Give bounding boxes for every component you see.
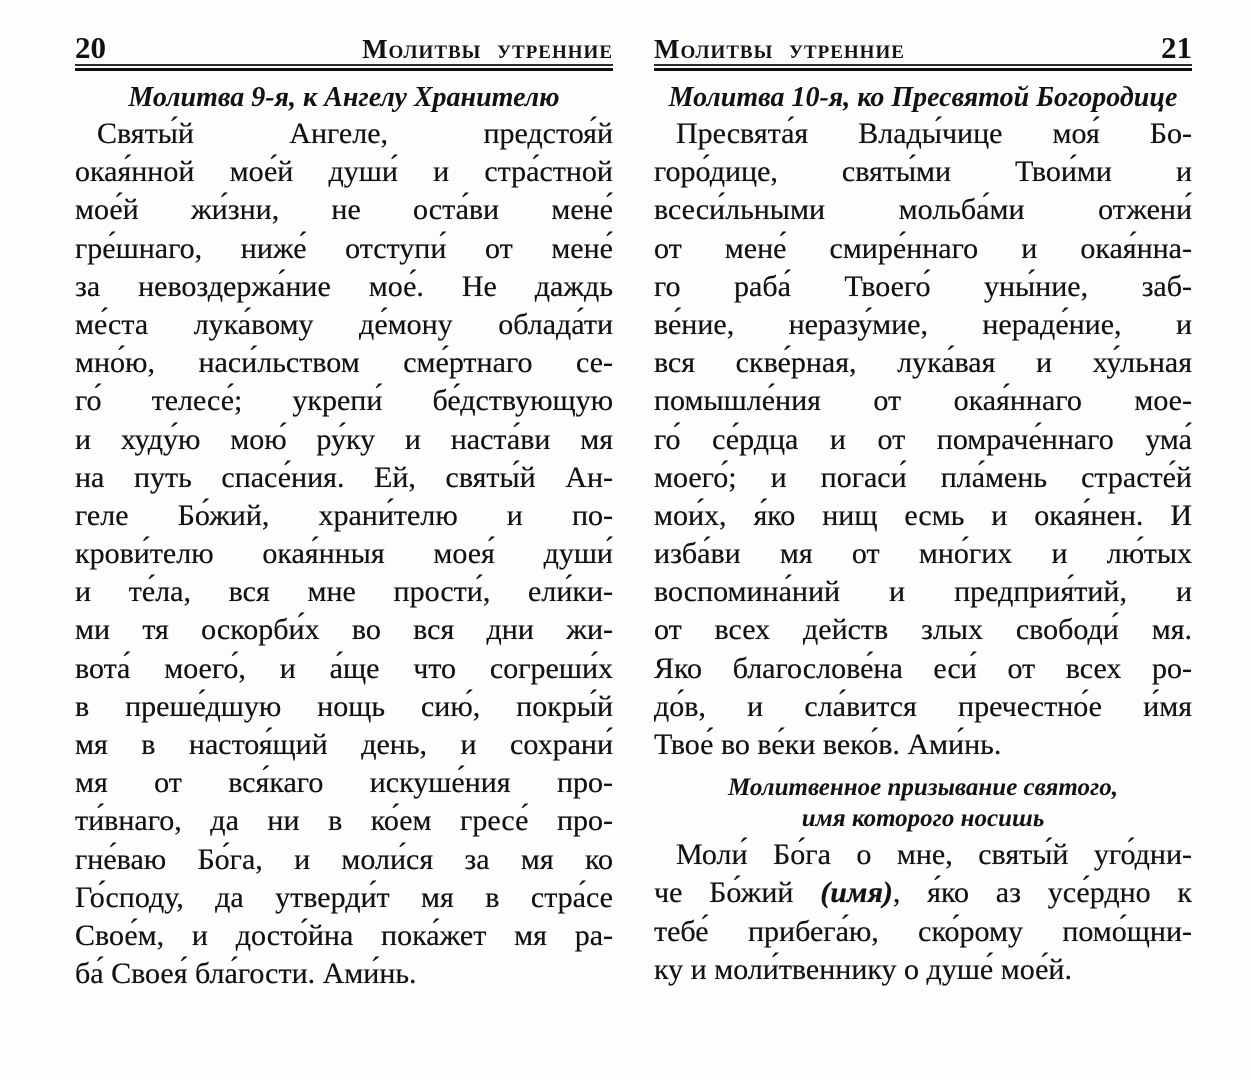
page-number-right: 21 [1161,30,1192,65]
prayer-line: мое́й жи́зни, не оста́ви мене́ [75,193,613,227]
prayer-line: го́ се́рдца и от помраче́ннаго ума́ [654,422,1192,456]
page-right [654,30,1192,989]
prayer-line: ми тя оскорби́х во вся дни жи- [75,613,613,647]
prayer-10-text [654,115,1192,764]
prayer-line: вся скве́рная, лука́вая и ху́льная [654,346,1192,380]
prayer-line: от мене́ смире́ннаго и окая́нна- [654,231,1192,265]
invocation-subtitle-line-1: Молитвенное призывание святого, [728,774,1118,802]
page-left [75,30,613,993]
prayer-line: мя в настоя́щий день, и сохрани́ [75,728,613,761]
invocation-text [654,836,1192,989]
prayer-10-title: Молитва 10-я, ко Пресвятой Богородице [668,82,1178,113]
prayer-line: геле Бо́жий, храни́телю и по- [75,498,613,532]
prayer-line: за невоздержа́ние мое́. Не даждь [75,269,613,303]
prayer-line: гре́шнаго, ниже́ отступи́ от мене́ [75,231,613,265]
prayer-line: ме́ста лука́вому де́мону облада́ти [75,307,613,341]
page-number-left: 20 [75,30,106,65]
prayer-line: ба́ Своея́ бла́гости. Ами́нь. [75,957,417,991]
prayer-line [654,874,1192,912]
prayer-line: окая́нной мое́й души́ и стра́стной [75,155,613,189]
prayer-line: Яко благослове́на еси́ от всех ро- [654,651,1192,685]
prayer-line: ти́внаго, да ни в ко́ем гресе́ про- [75,804,613,838]
name-placeholder: (имя) [820,876,893,910]
prayer-line: гне́ваю Бо́га, и моли́ся за мя ко [75,842,613,876]
prayer-line: тебе́ прибега́ю, ско́рому помо́щни- [654,914,1192,948]
page-right-header [654,30,1192,65]
prayer-line: до́в, и сла́вится пречестно́е и́мя [654,689,1192,723]
prayer-line-part: , я́ко аз усе́рдно к [892,876,1192,910]
prayer-line: изба́ви мя от мно́гих и лю́тых [654,537,1192,571]
prayer-line: мя от вся́каго искуше́ния про- [75,766,613,800]
prayer-line: мно́ю, наси́льством сме́ртнаго се- [75,346,613,380]
header-rule-left [75,64,613,71]
prayer-line: всеси́льными мольба́ми отжени́ [654,193,1192,227]
prayer-line: ку и моли́твеннику о душе́ мое́й. [654,952,1072,986]
prayer-line: вота́ моего́, и а́ще что согреши́х [75,651,613,685]
header-rule-right [654,64,1192,71]
prayer-line: Твое́ во ве́ки веко́в. Ами́нь. [654,728,1002,761]
invocation-subtitle [654,772,1192,834]
page-left-header [75,30,613,65]
prayer-line: Пресвята́я Влады́чице моя́ Бо- [676,117,1192,150]
prayer-9-title: Молитва 9-я, к Ангелу Хранителю [128,82,560,113]
prayer-line: и те́ла, вся мне прости́, ели́ки- [75,575,613,609]
prayer-9-text [75,115,613,993]
prayer-line: Моли́ Бо́га о мне, святы́й уго́дни- [676,838,1192,872]
invocation-subtitle-line-2: имя которого носишь [801,805,1045,833]
prayer-line: Святы́й Ангеле, предстоя́й [97,117,613,150]
prayer-line: го раба́ Твоего́ уны́ние, заб- [654,269,1192,303]
prayer-line: моего́; и погаси́ пла́мень страсте́й [654,460,1192,494]
prayer-line: Свое́м, и досто́йна пока́жет мя ра- [75,918,613,952]
prayer-line: го́ телесе́; укрепи́ бе́дствующую [75,384,613,418]
prayer-line: крови́телю окая́нныя моея́ души́ [75,537,613,571]
prayer-line: Го́споду, да утверди́т мя в стра́се [75,880,613,914]
running-head-right: Молитвы утренние [654,34,905,64]
prayer-line: горо́дице, святы́ми Твои́ми и [654,155,1192,189]
prayer-line: и худу́ю мою́ ру́ку и наста́ви мя [75,422,613,456]
prayer-line: ве́ние, неразу́мие, нераде́ние, и [654,307,1192,341]
prayer-line: от всех действ злых свободи́ мя. [654,613,1192,647]
running-head-left: Молитвы утренние [362,34,613,64]
prayer-line: на путь спасе́ния. Ей, святы́й Ан- [75,460,613,494]
prayer-line: помышле́ния от окая́ннаго мое- [654,384,1192,418]
prayer-line-part: че Бо́жий [654,876,821,910]
prayer-line: воспомина́ний и предприя́тий, и [654,575,1192,609]
prayer-line: в преше́дшую нощь сию́, покры́й [75,689,613,723]
prayer-line: мои́х, я́ко нищ есмь и окая́нен. И [654,498,1192,532]
